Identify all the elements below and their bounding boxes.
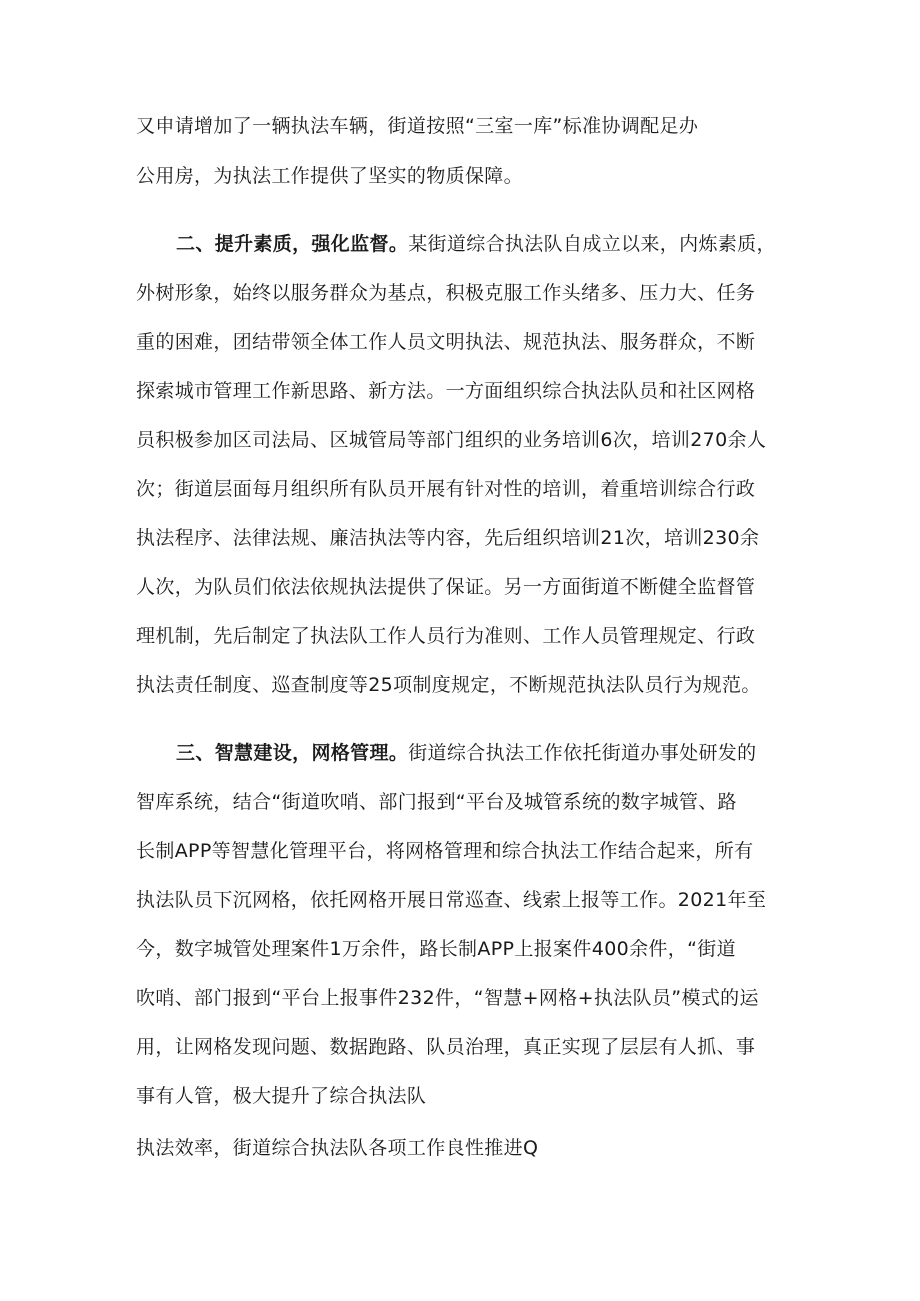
section2-line: 次；街道层面每月组织所有队员开展有针对性的培训，着重培训综合行政 [136,478,756,500]
section2-line: 执法程序、法律法规、廉洁执法等内容，先后组织培训21次，培训230余 [136,527,760,549]
section3-line: 执法队员下沉网格，依托网格开展日常巡查、线索上报等工作。2021年至 [136,889,767,911]
section3-first-line [176,741,757,765]
section3-line: 今，数字城管处理案件1万余件，路长制APP上报案件400余件，“街道 [136,938,737,960]
intro-line-2: 公用房，为执法工作提供了坚实的物质保障。 [136,165,524,187]
section2-line: 探索城市管理工作新思路、新方法。一方面组织综合执法队员和社区网格 [136,380,756,402]
section2-line: 理机制，先后制定了执法队工作人员行为准则、工作人员管理规定、行政 [136,625,756,647]
section2-line: 人次，为队员们依法依规执法提供了保证。另一方面街道不断健全监督管 [136,576,756,598]
section3-line: 长制APP等智慧化管理平台，将网格管理和综合执法工作结合起来，所有 [136,840,754,862]
section2-line: 重的困难，团结带领全体工作人员文明执法、规范执法、服务群众，不断 [136,331,756,353]
section3-line: 吹哨、部门报到“平台上报事件232件，“智慧+网格+执法队员”模式的运 [136,987,759,1009]
section2-line: 执法责任制度、巡查制度等25项制度规定，不断规范执法队员行为规范。 [136,674,761,696]
section2-first-line [176,232,776,256]
section3-line: 智库系统，结合“街道吹哨、部门报到“平台及城管系统的数字城管、路 [136,791,737,813]
section3-first-line-text: 街道综合执法工作依托街道办事处研发的 [408,742,757,764]
section2-first-line-text: 某街道综合执法队自成立以来，内炼素质， [408,233,776,255]
section2-line: 外树形象，始终以服务群众为基点，积极克服工作头绪多、压力大、任务 [136,282,756,304]
section2-line: 员积极参加区司法局、区城管局等部门组织的业务培训6次，培训270余人 [136,429,767,451]
intro-line-1: 又申请增加了一辆执法车辆，街道按照“三室一库”标准协调配足办 [136,115,699,137]
closing-line: 执法效率，街道综合执法队各项工作良性推进Q [136,1137,539,1159]
section3-heading: 三、智慧建设，网格管理。 [176,742,409,764]
section3-line: 事有人管，极大提升了综合执法队 [136,1085,427,1107]
section2-heading: 二、提升素质，强化监督。 [176,233,409,255]
section3-line: 用，让网格发现问题、数据跑路、队员治理，真正实现了层层有人抓、事 [136,1036,756,1058]
